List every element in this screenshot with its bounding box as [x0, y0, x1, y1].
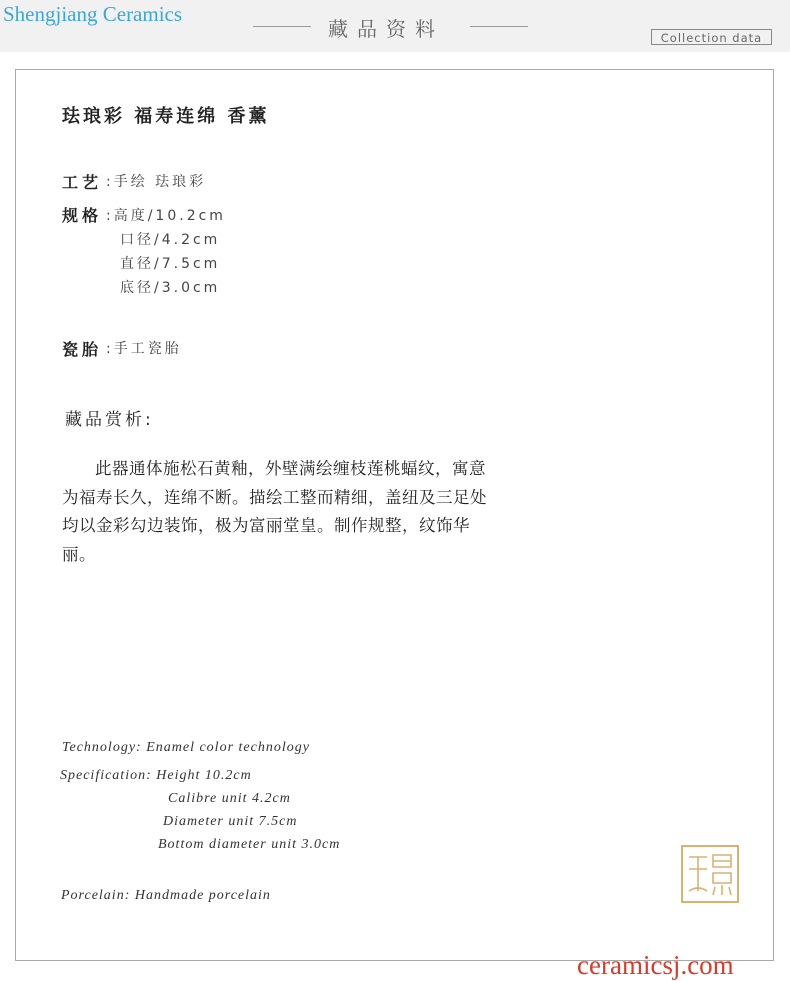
en-specification: Specification: Height 10.2cm [60, 768, 252, 783]
header-title: 藏品资料 [328, 17, 444, 41]
header-divider-right [470, 26, 528, 27]
appreciation-text: 此器通体施松石黄釉，外壁满绘缠枝莲桃蝠纹，寓意为福寿长久，连绵不断。描绘工整而精细，盖纽及三足处均以金彩勾边装饰，极为富丽堂皇。制作规整，纹饰华丽。 [62, 459, 487, 564]
en-porcelain: Porcelain: Handmade porcelain [61, 888, 271, 903]
body-value: :手工瓷胎 [106, 341, 182, 357]
watermark: ceramicsj.com [577, 950, 734, 980]
spec-height: :高度/10.2cm [106, 208, 226, 224]
en-bottom-diameter: Bottom diameter unit 3.0cm [158, 837, 341, 852]
appreciation-heading: 藏品赏析: [65, 410, 154, 430]
en-diameter: Diameter unit 7.5cm [163, 814, 298, 829]
spec-diameter: 直径/7.5cm [120, 256, 221, 272]
product-title: 珐琅彩 福寿连绵 香薰 [62, 106, 270, 127]
brand-logo-text[interactable]: Shengjiang Ceramics [3, 2, 183, 26]
collection-data-badge: Collection data [651, 29, 772, 45]
spec-base: 底径/3.0cm [120, 280, 221, 296]
en-calibre: Calibre unit 4.2cm [168, 791, 291, 806]
seal-stamp-icon [681, 845, 739, 903]
craft-label: 工艺 [62, 173, 103, 192]
spec-mouth: 口径/4.2cm [120, 232, 221, 248]
header-bar [0, 0, 790, 52]
craft-value: :手绘 珐琅彩 [106, 174, 207, 190]
spec-label: 规格 [62, 206, 103, 225]
body-label: 瓷胎 [62, 340, 103, 359]
en-technology: Technology: Enamel color technology [62, 740, 310, 755]
header-divider-left [253, 26, 311, 27]
